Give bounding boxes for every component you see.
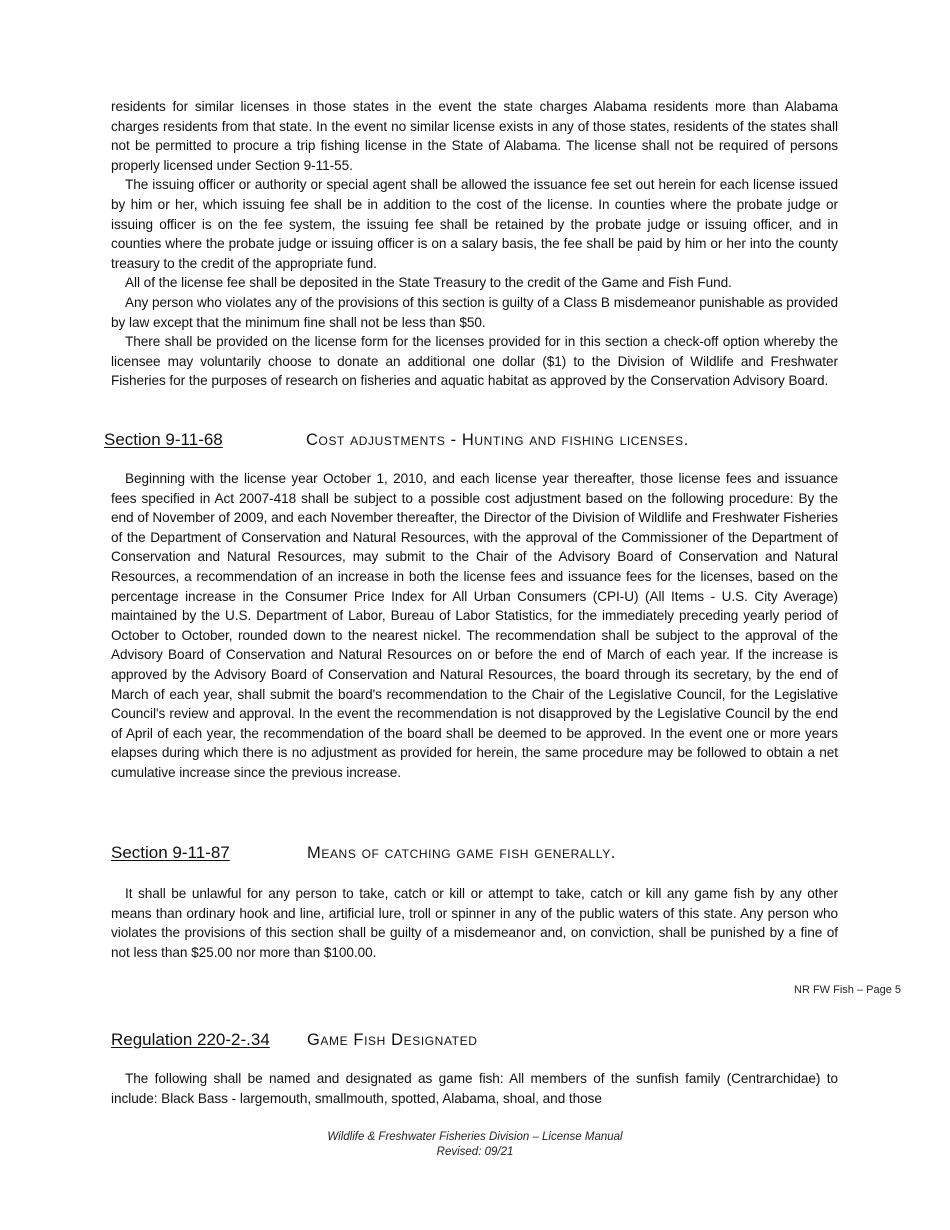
continuation-text xyxy=(111,97,838,391)
section-heading-9-11-68 xyxy=(104,430,689,450)
paragraph: Beginning with the license year October 1, 2010, and each license year thereafter, those license fees and issuance fees specified in Act 2007-418 shall be subject to a possible cost adjustment based on the following procedure: By the end of November of 2009, and each November thereafter, the Director of the Division of Wildlife and Freshwater Fisheries of the Department of Conservation and Natural Resources, with the approval of the Commissioner of the Department of Conservation and Natural Resources, may submit to the Chair of the Advisory Board of Conservation and Natural Resources, a recommendation of an increase in both the license fees and issuance fees for the licenses, based on the percentage increase in the Consumer Price Index for All Urban Consumers (CPI-U) (All Items - U.S. City Average) maintained by the U.S. Department of Labor, Bureau of Labor Statistics, for the immediately preceding yearly period of October to October, rounded down to the nearest nickel. The recommendation shall be subject to the approval of the Advisory Board of Conservation and Natural Resources on or before the end of March of each year. If the increase is approved by the Advisory Board of Conservation and Natural Resources, the board through its secretary, by the end of March of each year, shall submit the board's recommendation to the Chair of the Legislative Council, for the Legislative Council's review and approval. In the event the recommendation is not disapproved by the Legislative Council by the end of April of each year, the recommendation of the board shall be deemed to be approved. In the event one or more years elapses during which there is no adjustment as provided for herein, the same procedure may be followed to obtain a net cumulative increase since the previous increase. xyxy=(111,471,838,780)
section-body-9-11-68 xyxy=(111,469,838,783)
section-title: Means of catching game fish generally. xyxy=(307,844,616,862)
paragraph: residents for similar licenses in those states in the event the state charges Alabama residents more than Alabama charges residents from that state. In the event no similar license exists in any of those states, residents of the states shall not be permitted to procure a trip fishing license in the State of Alabama. The license shall not be required of persons properly licensed under Section 9-11-55. xyxy=(111,99,838,173)
regulation-body xyxy=(111,1069,838,1108)
regulation-title: Game Fish Designated xyxy=(307,1031,478,1049)
section-heading-9-11-87 xyxy=(111,843,616,863)
page-number-label: NR FW Fish – Page 5 xyxy=(794,984,901,996)
paragraph: All of the license fee shall be deposited in the State Treasury to the credit of the Game and Fish Fund. xyxy=(125,275,732,291)
paragraph: The issuing officer or authority or special agent shall be allowed the issuance fee set out herein for each license issued by him or her, which issuing fee shall be in addition to the cost of the license. In counties where the probate judge or issuing officer is on the fee system, the issuing fee shall be retained by the probate judge or issuing officer, and in counties where the probate judge or issuing officer is on a salary basis, the fee shall be paid by him or her into the county treasury to the credit of the appropriate fund. xyxy=(111,177,838,271)
paragraph: It shall be unlawful for any person to take, catch or kill or attempt to take, catch or kill any game fish by any other means than ordinary hook and line, artificial lure, troll or spinner in any of the public waters of this state. Any person who violates the provisions of this section shall be guilty of a misdemeanor and, on conviction, shall be punished by a fine of not less than $25.00 nor more than $100.00. xyxy=(111,886,838,960)
paragraph: The following shall be named and designated as game fish: All members of the sunfish family (Centrarchidae) to include: Black Bass - largemouth, smallmouth, spotted, Alabama, shoal, and those xyxy=(111,1071,838,1106)
page-footer xyxy=(0,1130,950,1160)
section-number: Section 9-11-87 xyxy=(111,843,230,862)
paragraph: There shall be provided on the license form for the licenses provided for in this section a check-off option whereby the licensee may voluntarily choose to donate an additional one dollar ($1) to the Division of Wildlife and Freshwater Fisheries for the purposes of research on fisheries and aquatic habitat as approved by the Conservation Advisory Board. xyxy=(111,334,838,389)
footer-revised: Revised: 09/21 xyxy=(436,1146,514,1158)
section-title: Cost adjustments - Hunting and fishing licenses. xyxy=(306,431,689,449)
regulation-heading xyxy=(111,1030,477,1050)
paragraph: Any person who violates any of the provisions of this section is guilty of a Class B misdemeanor punishable as provided by law except that the minimum fine shall not be less than $50. xyxy=(111,294,838,330)
footer-title: Wildlife & Freshwater Fisheries Division – License Manual xyxy=(327,1131,623,1143)
regulation-number: Regulation 220-2-.34 xyxy=(111,1030,270,1049)
section-body-9-11-87 xyxy=(111,884,838,962)
section-number: Section 9-11-68 xyxy=(104,430,223,449)
